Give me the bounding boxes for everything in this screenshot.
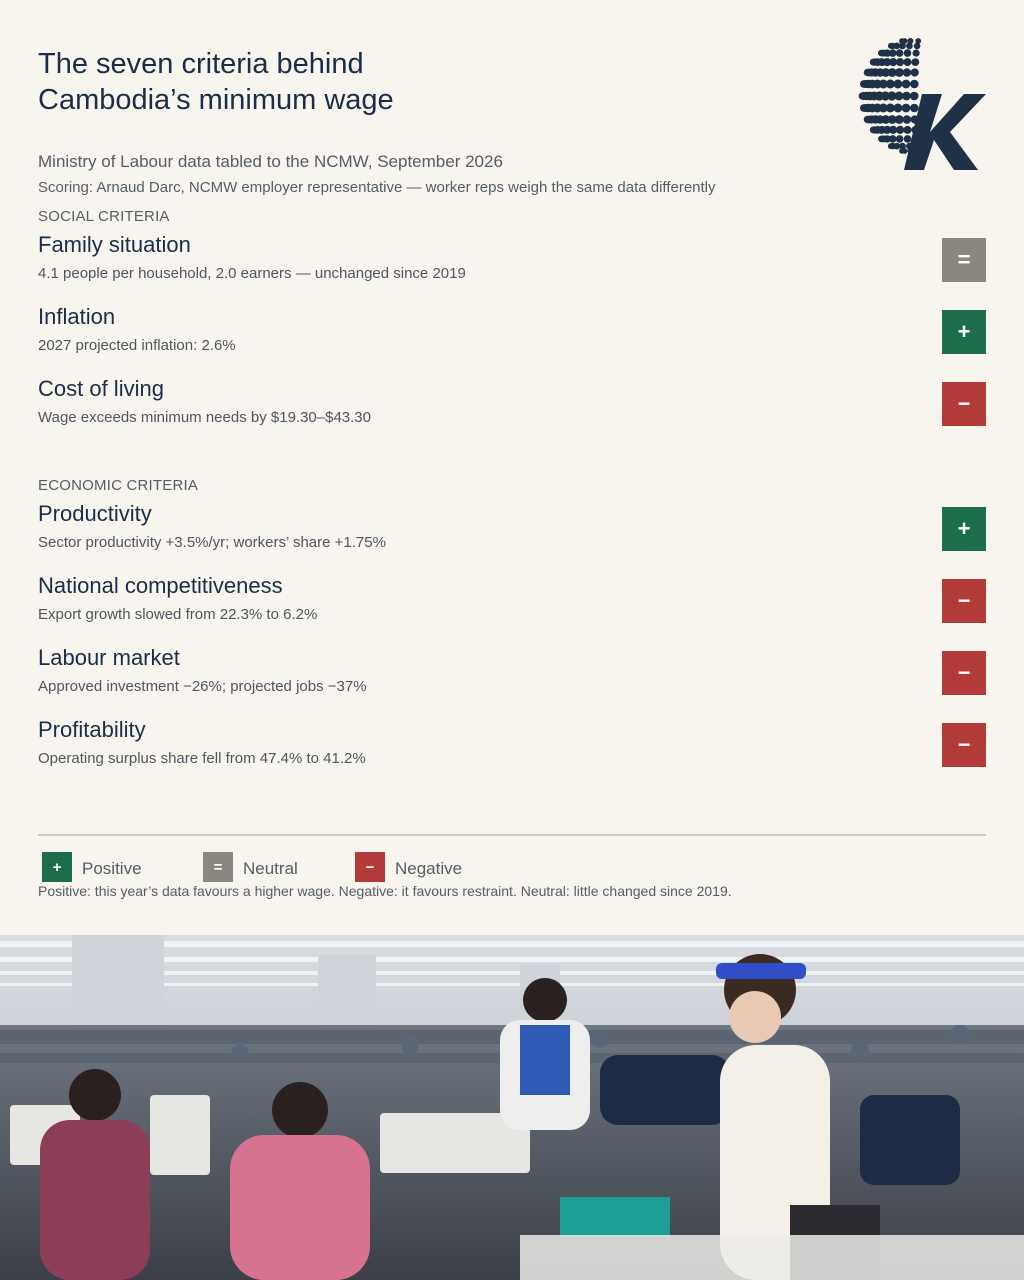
page-title (38, 46, 394, 118)
social-criteria-label: SOCIAL CRITERIA (38, 208, 170, 225)
negative-badge-icon: − (942, 723, 986, 767)
criterion-detail: Operating surplus share fell from 47.4% to 41.2% (38, 750, 366, 767)
logo-graphic (858, 34, 990, 176)
neutral-swatch-icon: = (203, 852, 233, 882)
criterion-cost-of-living (38, 376, 986, 436)
legend-note: Positive: this year’s data favours a higher wage. Negative: it favours restraint. Neutral: little changed since 2019. (38, 883, 732, 899)
scoring-note: Scoring: Arnaud Darc, NCMW employer representative — worker reps weigh the same data differently (38, 179, 716, 196)
criterion-inflation (38, 304, 986, 364)
negative-badge-icon: − (942, 651, 986, 695)
negative-badge-icon: − (942, 382, 986, 426)
criterion-national-competitiveness (38, 573, 986, 633)
factory-illustration (0, 935, 1024, 1280)
title-line-2: Cambodia’s minimum wage (38, 84, 394, 116)
positive-badge-icon: + (942, 507, 986, 551)
criterion-productivity (38, 501, 986, 561)
criterion-detail: Export growth slowed from 22.3% to 6.2% (38, 606, 318, 623)
criterion-name: Labour market (38, 645, 180, 670)
neutral-badge-icon: = (942, 238, 986, 282)
positive-badge-icon: + (942, 310, 986, 354)
criterion-profitability (38, 717, 986, 777)
criterion-detail: Approved investment −26%; projected jobs −37% (38, 678, 367, 695)
negative-badge-icon: − (942, 579, 986, 623)
legend-divider (38, 834, 986, 836)
criterion-labour-market (38, 645, 986, 705)
criterion-detail: Sector productivity +3.5%/yr; workers’ share +1.75% (38, 534, 386, 551)
garment-factory-photo (0, 935, 1024, 1280)
criterion-name: Profitability (38, 717, 146, 742)
criterion-name: Productivity (38, 501, 152, 526)
k-globe-logo-icon (858, 34, 990, 176)
economic-criteria-label: ECONOMIC CRITERIA (38, 477, 199, 494)
legend-label: Negative (395, 859, 463, 878)
subtitle: Ministry of Labour data tabled to the NCMW, September 2026 (38, 152, 503, 171)
criterion-detail: Wage exceeds minimum needs by $19.30–$43.30 (38, 409, 371, 426)
criterion-detail: 2027 projected inflation: 2.6% (38, 337, 236, 354)
criterion-name: National competitiveness (38, 573, 283, 598)
criterion-name: Inflation (38, 304, 116, 329)
negative-swatch-icon: − (355, 852, 385, 882)
legend-label: Positive (82, 859, 142, 878)
title-line-1: The seven criteria behind (38, 48, 364, 80)
criterion-detail: 4.1 people per household, 2.0 earners — unchanged since 2019 (38, 265, 466, 282)
criterion-name: Cost of living (38, 376, 164, 401)
criterion-name: Family situation (38, 232, 191, 257)
positive-swatch-icon: + (42, 852, 72, 882)
legend-label: Neutral (243, 859, 298, 878)
criterion-family-situation (38, 232, 986, 292)
